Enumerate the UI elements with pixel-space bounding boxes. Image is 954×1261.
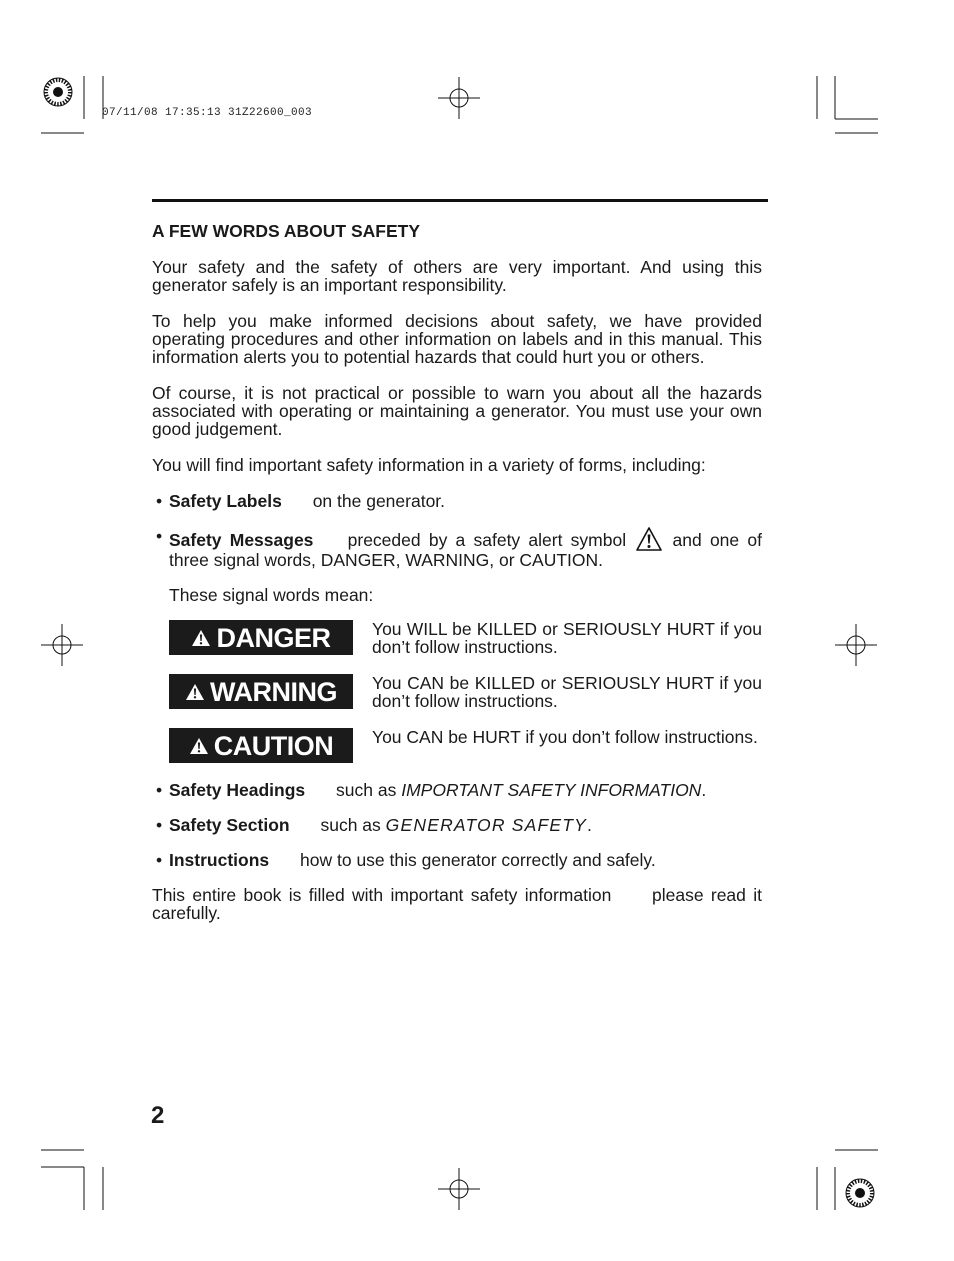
safety-alert-icon <box>191 629 211 647</box>
danger-badge <box>169 620 353 655</box>
bullet-term: Safety Messages <box>169 530 314 550</box>
closing-text: This entire book is filled with important safety information <box>152 885 612 905</box>
bullet-term: Safety Section <box>169 815 290 835</box>
bullet-term: Safety Headings <box>169 780 306 800</box>
signal-word: WARNING <box>210 676 337 707</box>
safety-section <box>152 222 762 922</box>
section-heading: A FEW WORDS ABOUT SAFETY <box>152 221 420 241</box>
signal-meaning: You CAN be KILLED or SERIOUSLY HURT if you don’t follow instructions. <box>372 673 762 711</box>
bullet-safety-labels <box>152 492 762 510</box>
warning-badge <box>169 674 353 709</box>
caution-badge <box>169 728 353 763</box>
bullet-text: such as <box>320 815 381 835</box>
closing-end: please read it carefully. <box>152 885 762 923</box>
bullet-safety-messages <box>152 527 762 569</box>
bullet-text: on the generator. <box>312 491 446 511</box>
page-number: 2 <box>151 1102 165 1129</box>
safety-alert-icon <box>185 683 205 701</box>
signal-row-danger <box>152 620 762 656</box>
bullet-dot: • <box>156 526 163 546</box>
signal-word: DANGER <box>216 622 331 653</box>
signal-meaning: You WILL be KILLED or SERIOUSLY HURT if you don’t follow instructions. <box>372 619 762 657</box>
header-rule <box>152 199 768 202</box>
paragraph: Your safety and the safety of others are very important. And using this generator safely is an important responsibility. <box>152 257 762 295</box>
signal-row-warning <box>152 674 762 710</box>
bullet-text: how to use this generator correctly and safely. <box>300 850 656 870</box>
paragraph: To help you make informed decisions about safety, we have provided operating procedures and other information on labels and in this manual. This information alerts you to potential hazards that could hurt you or others. <box>152 311 762 367</box>
safety-alert-icon <box>189 737 209 755</box>
registration-mark-left <box>41 624 83 666</box>
bullet-term: Safety Labels <box>169 491 282 511</box>
bullet-dot: • <box>156 491 163 511</box>
starburst-target-top-left <box>44 78 72 106</box>
paragraph: You will find important safety information in a variety of forms, including: <box>152 455 706 475</box>
bullet-safety-headings <box>152 781 762 799</box>
starburst-target-bottom-right <box>846 1179 874 1207</box>
bullet-instructions <box>152 851 762 869</box>
registration-mark-right <box>835 624 877 666</box>
bullet-text: preceded by a safety alert symbol <box>347 530 627 550</box>
registration-mark-bottom <box>438 1168 480 1210</box>
bullet-end: . <box>701 780 707 800</box>
signal-meaning: You CAN be HURT if you don’t follow instructions. <box>372 727 758 747</box>
bullet-text: such as <box>336 780 397 800</box>
bullet-dot: • <box>156 815 163 835</box>
safety-alert-icon <box>636 527 662 551</box>
signal-intro: These signal words mean: <box>169 585 374 605</box>
bullet-end: . <box>587 815 592 835</box>
closing-paragraph <box>152 886 762 922</box>
signal-word: CAUTION <box>213 730 334 761</box>
bullet-term: Instructions <box>169 850 270 870</box>
bullet-safety-section <box>152 816 762 834</box>
signal-row-caution <box>152 728 762 763</box>
bullet-text: and one of three signal words, DANGER, WARNING, or CAUTION. <box>169 530 762 570</box>
bullet-dot: • <box>156 780 163 800</box>
bullet-dot: • <box>156 850 163 870</box>
paragraph: Of course, it is not practical or possible to warn you about all the hazards associated with operating or maintaining a generator. You must use your own good judgement. <box>152 383 762 439</box>
bullet-italic: IMPORTANT SAFETY INFORMATION <box>401 780 702 800</box>
bullet-italic: GENERATOR SAFETY <box>385 815 588 835</box>
print-stamp: 07/11/08 17:35:13 31Z22600_003 <box>102 107 313 119</box>
registration-mark-top <box>438 77 480 119</box>
